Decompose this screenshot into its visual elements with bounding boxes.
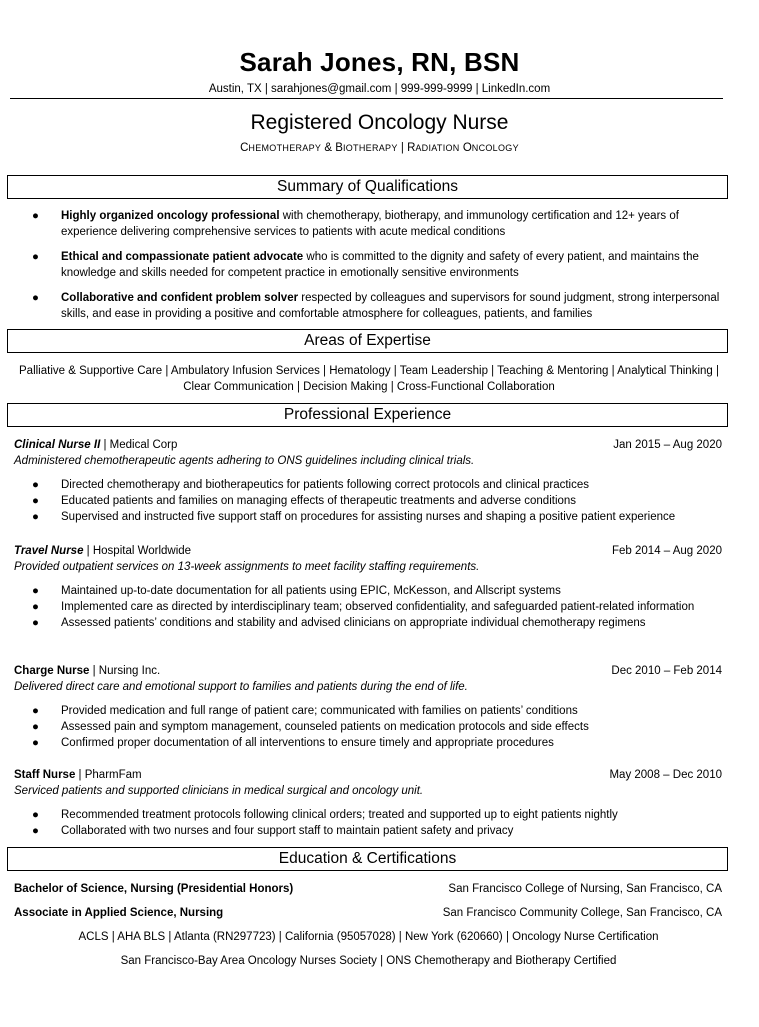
summary-item-highlight: Highly organized oncology professional — [61, 210, 280, 222]
job-bullet-text: Assessed patients’ conditions and stability and advised clinicians on appropriate individual chemotherapy regimens — [61, 617, 646, 629]
certifications-line: ACLS | AHA BLS | Atlanta (RN297723) | California (95057028) | New York (620660) | Oncology Nurse Certification — [78, 931, 659, 943]
job-bullet — [14, 735, 724, 751]
degree-row — [14, 905, 722, 921]
job-title: Staff Nurse — [14, 769, 76, 781]
summary-item-text: respected by colleagues and supervisors for sound judgment, strong interpersonal skills, and ease in providing a positive and comfortable atmosphere for colleagues, patients, and families — [61, 292, 720, 320]
job-dates: Dec 2010 – Feb 2014 — [611, 665, 722, 677]
job-dates: Feb 2014 – Aug 2020 — [612, 545, 722, 557]
bullet-icon: ● — [32, 292, 39, 304]
job-bullet-text: Supervised and instructed five support staff on procedures for assisting nurses and shaping a positive patient experience — [61, 511, 676, 523]
specialty-separator: | — [397, 142, 408, 154]
expertise-list: Palliative & Supportive Care | Ambulatory Infusion Services | Hematology | Team Leadership | Teaching & Mentoring | Analytical Thinking | Clear Communication | Decision Making | Cross-Functional Collaboration — [19, 365, 719, 393]
job-bullets — [14, 807, 724, 839]
job-description: Serviced patients and supported clinicians in medical surgical and oncology unit. — [14, 785, 424, 797]
school-name: San Francisco College of Nursing, San Francisco, CA — [448, 883, 722, 895]
specialty-rest: ADIATION — [415, 143, 460, 153]
job-bullet — [14, 615, 724, 631]
bullet-icon: ● — [32, 210, 39, 222]
summary-item — [14, 290, 724, 322]
summary-item-highlight: Collaborative and confident problem solver — [61, 292, 299, 304]
job-header — [14, 543, 722, 559]
job-company: | Medical Corp — [100, 439, 178, 451]
job-bullet-text: Directed chemotherapy and biotherapeutics for patients following correct protocols and clinical practices — [61, 479, 589, 491]
job-bullet-text: Confirmed proper documentation of all interventions to ensure timely and appropriate procedures — [61, 737, 554, 749]
job-description: Provided outpatient services on 13-week assignments to meet facility staffing requirements. — [14, 561, 480, 573]
bullet-icon: ● — [32, 825, 39, 837]
memberships-line: San Francisco-Bay Area Oncology Nurses Society | ONS Chemotherapy and Biotherapy Certified — [120, 955, 617, 967]
experience-section-heading: Professional Experience — [7, 403, 728, 427]
job-dates: May 2008 – Dec 2010 — [609, 769, 722, 781]
job-bullet-text: Implemented care as directed by interdisciplinary team; observed confidentiality, and safeguarded patient-related information — [61, 601, 695, 613]
bullet-icon: ● — [32, 585, 39, 597]
job-bullet-text: Provided medication and full range of patient care; communicated with families on patients’ conditions — [61, 705, 578, 717]
job-description: Delivered direct care and emotional support to families and patients during the end of life. — [14, 681, 468, 693]
specialty-rest: IOTHERAPY — [342, 143, 398, 153]
job-bullet — [14, 599, 724, 615]
expertise-section-heading: Areas of Expertise — [7, 329, 728, 353]
job-header — [14, 437, 722, 453]
specialty-rest: HEMOTHERAPY — [248, 143, 322, 153]
job-bullet-text: Maintained up-to-date documentation for all patients using EPIC, McKesson, and Allscript systems — [61, 585, 561, 597]
summary-item-highlight: Ethical and compassionate patient advocate — [61, 251, 304, 263]
job-bullet — [14, 583, 724, 599]
job-title: Travel Nurse — [14, 545, 84, 557]
job-bullet — [14, 493, 724, 509]
specialty-initial: C — [240, 142, 249, 154]
degree-name: Bachelor of Science, Nursing (Presidential Honors) — [14, 883, 294, 895]
job-bullet — [14, 703, 724, 719]
bullet-icon: ● — [32, 809, 39, 821]
degree-name: Associate in Applied Science, Nursing — [14, 907, 224, 919]
summary-item-text: who is committed to the dignity and safety of every patient, and maintains the knowledge and skills needed for competent practice in emotionally sensitive environments — [61, 251, 699, 279]
job-company: | Nursing Inc. — [89, 665, 161, 677]
job-bullet-text: Assessed pain and symptom management, counseled patients on medication protocols and side effects — [61, 721, 589, 733]
bullet-icon: ● — [32, 705, 39, 717]
summary-item — [14, 208, 724, 240]
job-bullet — [14, 823, 724, 839]
degree-row — [14, 881, 722, 897]
contact-info: Austin, TX | sarahjones@gmail.com | 999-999-9999 | LinkedIn.com — [208, 83, 551, 95]
summary-item-text: with chemotherapy, biotherapy, and immunology certification and 12+ years of experience delivering comprehensive services to patients with acute medical conditions — [61, 210, 679, 238]
specialty-rest: NCOLOGY — [471, 143, 519, 153]
job-bullet-text: Collaborated with two nurses and four support staff to maintain patient safety and privacy — [61, 825, 514, 837]
specialty-initial: B — [335, 142, 343, 154]
job-bullet-text: Recommended treatment protocols following clinical orders; treated and supported up to eight patients nightly — [61, 809, 618, 821]
job-bullet — [14, 719, 724, 735]
job-dates: Jan 2015 – Aug 2020 — [613, 439, 722, 451]
specialty-initial: R — [407, 142, 416, 154]
bullet-icon: ● — [32, 511, 39, 523]
summary-section-heading: Summary of Qualifications — [7, 175, 728, 199]
job-bullets — [14, 703, 724, 751]
job-title: Clinical Nurse II — [14, 439, 101, 451]
job-title: Charge Nurse — [14, 665, 90, 677]
candidate-name: Sarah Jones, RN, BSN — [239, 47, 520, 77]
bullet-icon: ● — [32, 251, 39, 263]
bullet-icon: ● — [32, 617, 39, 629]
specialty-initial: O — [462, 142, 472, 154]
job-bullets — [14, 583, 724, 631]
summary-list — [14, 208, 724, 322]
job-bullets — [14, 477, 724, 525]
school-name: San Francisco Community College, San Francisco, CA — [442, 907, 722, 919]
specialties-line — [0, 140, 759, 156]
job-bullet — [14, 509, 724, 525]
summary-item — [14, 249, 724, 281]
job-bullet — [14, 477, 724, 493]
bullet-icon: ● — [32, 721, 39, 733]
bullet-icon: ● — [32, 479, 39, 491]
resume-headline: Registered Oncology Nurse — [250, 111, 509, 134]
job-header — [14, 767, 722, 783]
specialty-amp: & — [321, 142, 336, 154]
education-section-heading: Education & Certifications — [7, 847, 728, 871]
job-company: | Hospital Worldwide — [83, 545, 192, 557]
bullet-icon: ● — [32, 601, 39, 613]
header-divider — [10, 98, 723, 99]
job-bullet — [14, 807, 724, 823]
job-company: | PharmFam — [75, 769, 142, 781]
bullet-icon: ● — [32, 495, 39, 507]
job-description: Administered chemotherapeutic agents adhering to ONS guidelines including clinical trials. — [14, 455, 475, 467]
job-header — [14, 663, 722, 679]
job-bullet-text: Educated patients and families on managing effects of therapeutic treatments and adverse conditions — [61, 495, 577, 507]
bullet-icon: ● — [32, 737, 39, 749]
